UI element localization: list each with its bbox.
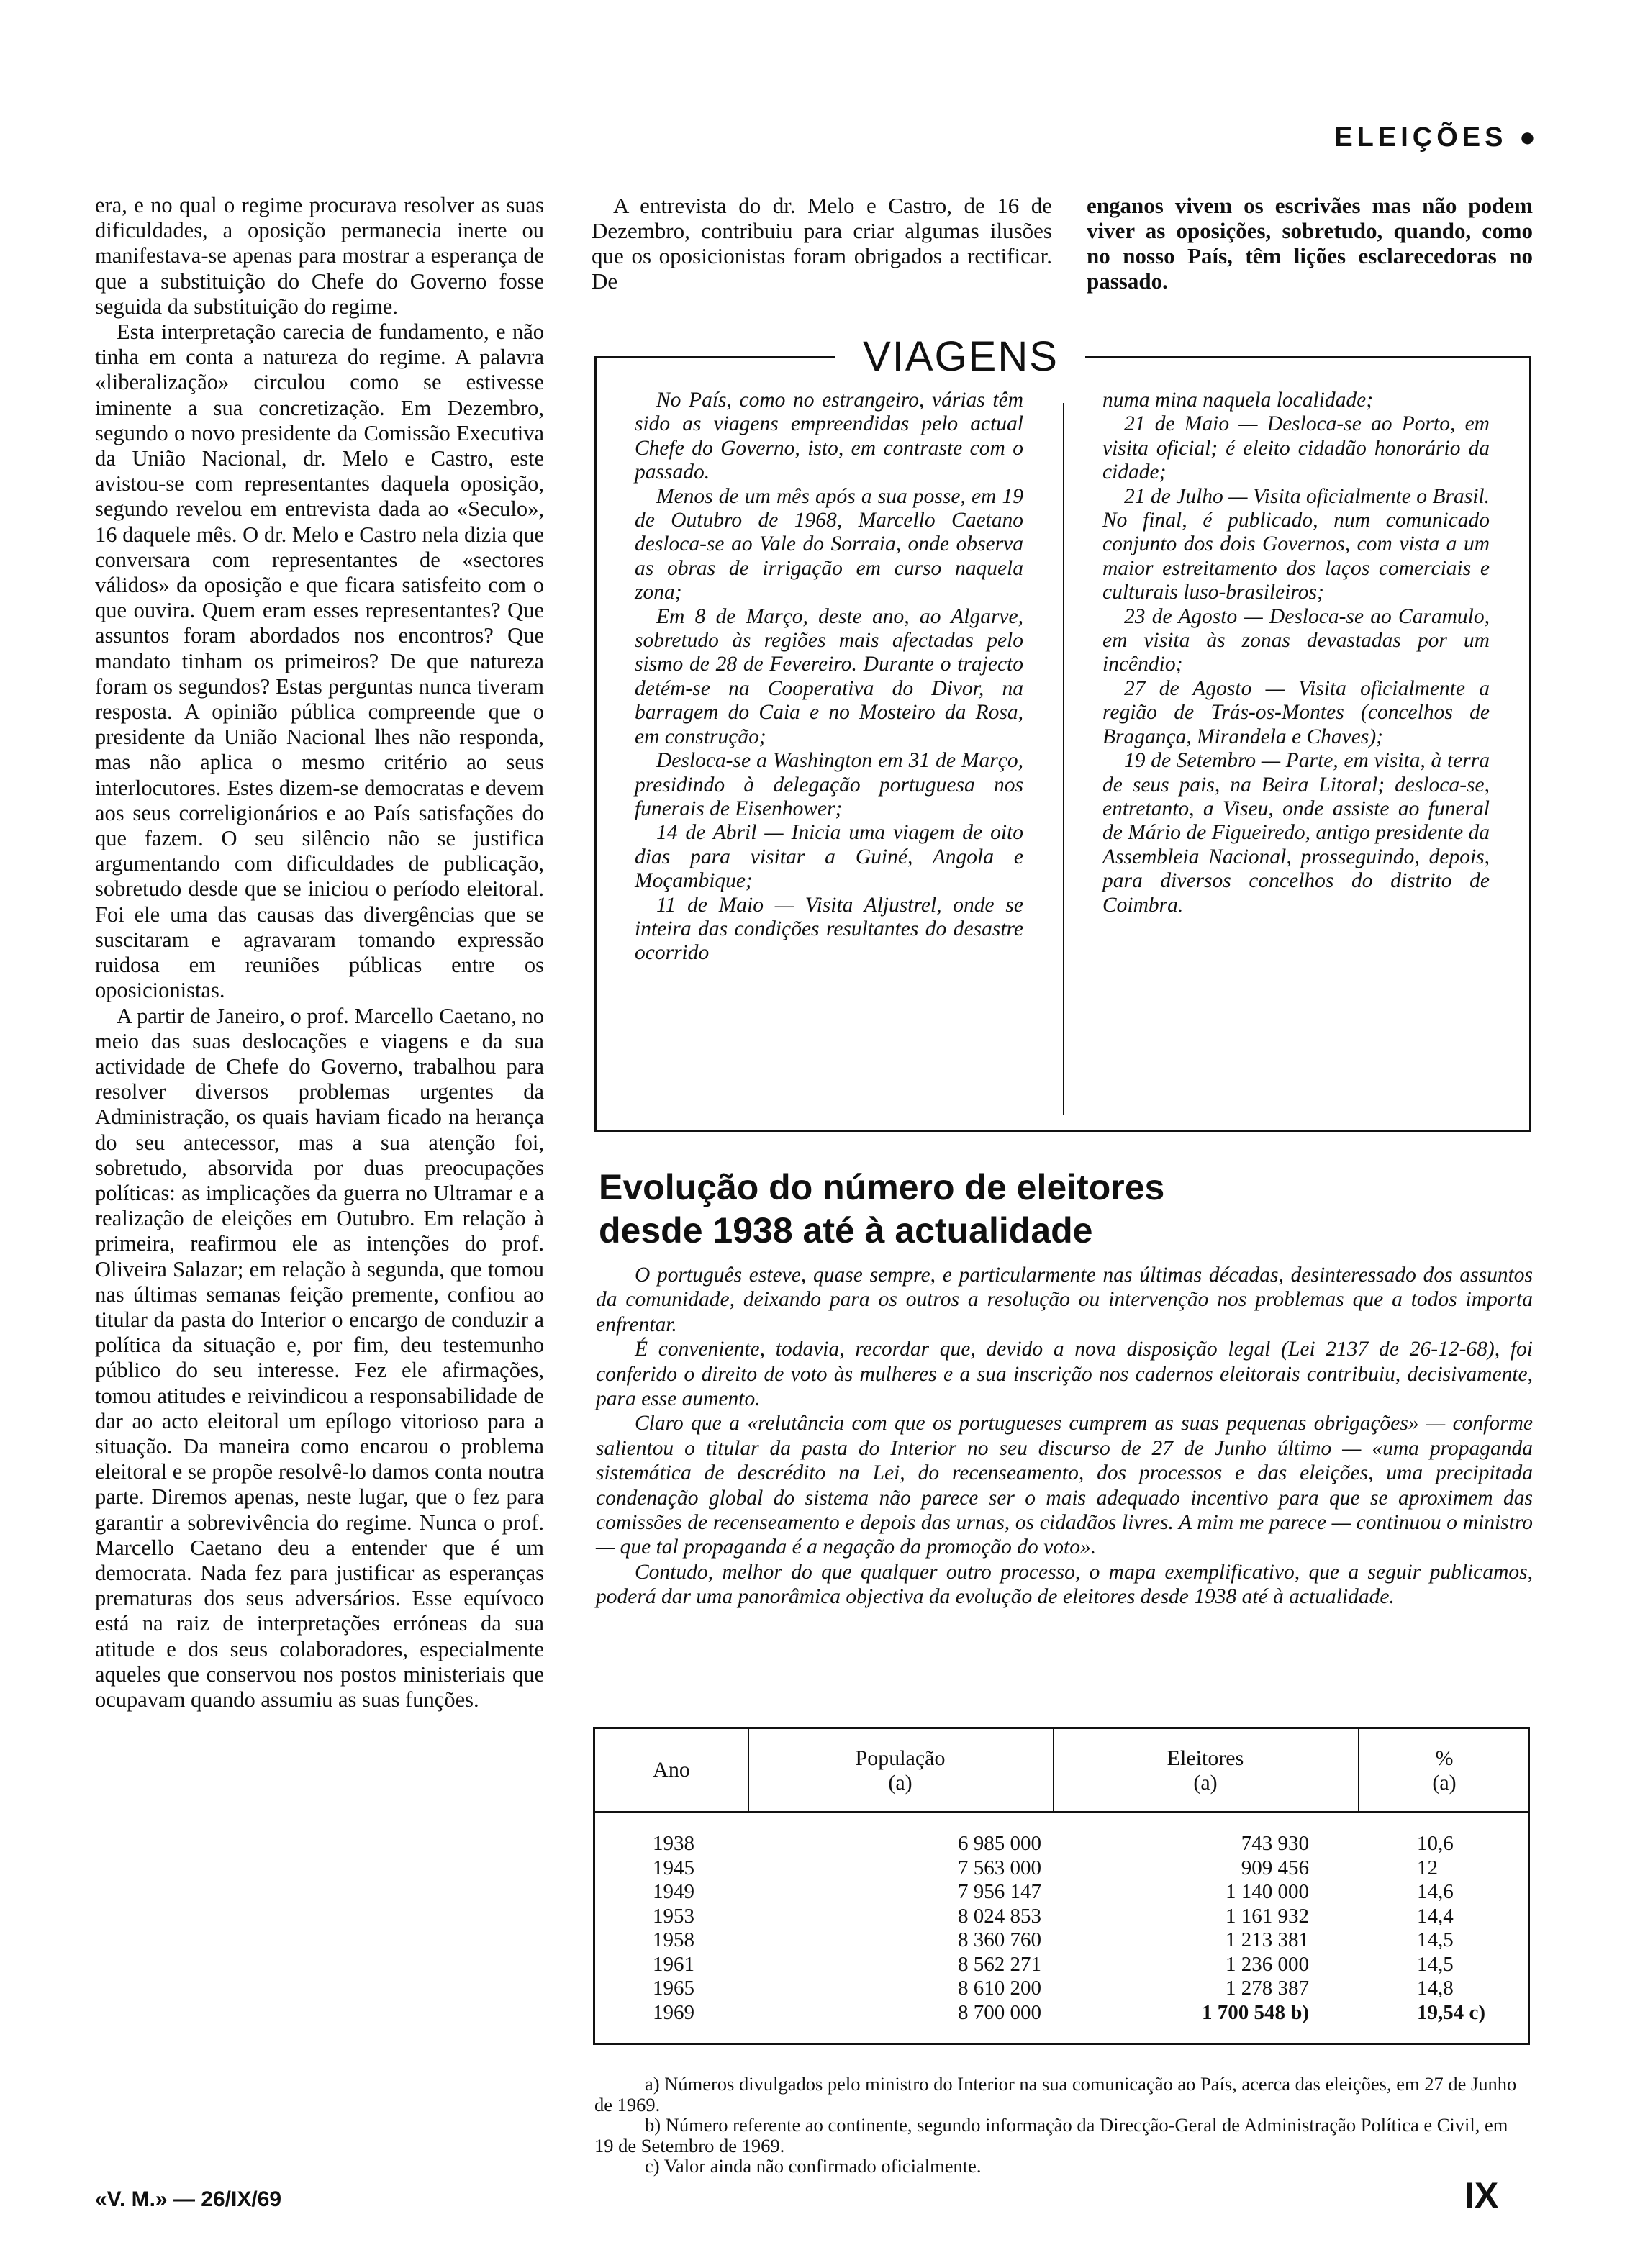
cell-populacao: 8 700 000 xyxy=(958,2000,1041,2024)
viagens-right-column xyxy=(1102,389,1490,917)
left-column xyxy=(95,193,544,1713)
viagens-item: 11 de Maio — Visita Aljustrel, onde se inteira das condições resultantes do desastre ocorrido xyxy=(635,893,1023,965)
header-percent-label: % xyxy=(1435,1746,1454,1770)
viagens-title: VIAGENS xyxy=(842,332,1079,381)
article-paragraph: É conveniente, todavia, recordar que, devido a nova disposição legal (Lei 2137 de 26-12-68), foi conferido o direito de voto às mulheres e a sua inscrição nos cadernos eleitorais contribuiu, decisivamente, para esse aumento. xyxy=(596,1338,1533,1411)
table-header xyxy=(595,1729,1528,1813)
table-notes xyxy=(594,2074,1531,2177)
header-eleitores xyxy=(1054,1746,1357,1795)
viagens-item: Desloca-se a Washington em 31 de Março, presidindo à delegação portuguesa nos funerais de Eisenhower; xyxy=(635,749,1023,820)
table-row xyxy=(595,1880,1528,1905)
cell-ano: 1938 xyxy=(653,1832,694,1855)
article-body xyxy=(596,1263,1533,1610)
top-right-text xyxy=(1087,193,1533,294)
cell-percent: 14,4 xyxy=(1417,1904,1454,1928)
cell-eleitores: 743 930 xyxy=(1241,1832,1309,1855)
cell-eleitores: 1 140 000 xyxy=(1226,1880,1309,1903)
table-note: a) Números divulgados pelo ministro do Interior na sua comunicação ao País, acerca das eleições, em 27 de Junho de 1969. xyxy=(594,2073,1517,2115)
cell-eleitores: 909 456 xyxy=(1241,1856,1309,1879)
cell-percent: 14,6 xyxy=(1417,1880,1454,1903)
cell-populacao: 7 563 000 xyxy=(958,1856,1041,1879)
cell-eleitores: 1 236 000 xyxy=(1226,1952,1309,1976)
section-tag: ELEIÇÕES ● xyxy=(1334,122,1540,153)
viagens-item: 23 de Agosto — Desloca-se ao Caramulo, em visita às zonas devastadas por um incêndio; xyxy=(1102,604,1490,676)
top-right-paragraph: enganos vivem os escrivães mas não podem viver as oposições, sobretudo, quando, como no nosso País, têm lições esclarecedoras no passado. xyxy=(1087,193,1533,294)
table-row xyxy=(595,2001,1528,2026)
top-middle-paragraph: A entrevista do dr. Melo e Castro, de 16 de Dezembro, contribuiu para criar algumas ilusões que os oposicionistas foram obrigados a rectificar. De xyxy=(592,193,1052,294)
left-paragraph-2: Esta interpretação carecia de fundamento, e não tinha em conta a natureza do regime. A palavra «liberalização» circulou como se estivesse iminente a sua concretização. Em Dezembro, segundo o novo presidente da Comissão Executiva da União Nacional, dr. Melo e Castro, este avistou-se com representantes daquela oposição, segundo revelou em entrevista dada ao «Seculo», 16 daquele mês. O dr. Melo e Castro nela dizia que conversara com representantes de «sectores válidos» da oposição e que ficara satisfeito com o que ouvira. Quem eram esses representantes? Que assuntos foram abordados nos encontros? Que mandato tinham os primeiros? De que natureza foram os segundos? Estas perguntas nunca tiveram resposta. A opinião pública compreende que o presidente da União Nacional lhes não responda, mas não aplica o mesmo critério ao seus interlocutores. Estes dizem-se democratas e devem aos seus correligionários e ao País satisfações do que fazem. O seu silêncio não se justifica argumentando com dificuldades de publicação, sobretudo desde que se iniciou o período eleitoral. Foi ele uma das causas das divergências que se suscitaram e agravaram tomando expressão ruidosa em reuniões públicas entre os oposicionistas. xyxy=(95,319,544,1003)
table-row xyxy=(595,1928,1528,1953)
table-row xyxy=(595,1953,1528,1977)
article-headline xyxy=(599,1166,1534,1252)
table-row xyxy=(595,1856,1528,1881)
header-populacao-label: População xyxy=(855,1746,946,1770)
cell-ano: 1969 xyxy=(653,2000,694,2024)
viagens-item: No País, como no estrangeiro, várias têm sido as viagens empreendidas pelo actual Chefe do Governo, isto, em contraste com o passado. xyxy=(635,389,1023,484)
table-note: b) Número referente ao continente, segundo informação da Direcção-Geral de Administração Política e Civil, em 19 de Setembro de 1969. xyxy=(594,2114,1508,2156)
viagens-left-column xyxy=(635,389,1023,966)
table-row xyxy=(595,1832,1528,1856)
cell-percent: 14,5 xyxy=(1417,1952,1454,1976)
article-paragraph: O português esteve, quase sempre, e particularmente nas últimas décadas, desinteressado dos assuntos da comunidade, deixando para os outros a resolução ou intervenção nos problemas que a todos importa enfrentar. xyxy=(596,1264,1533,1336)
cell-eleitores: 1 278 387 xyxy=(1226,1977,1309,2000)
header-eleitores-note: (a) xyxy=(1193,1771,1218,1795)
viagens-item: 19 de Setembro — Parte, em visita, à terra de seus pais, na Beira Litoral; desloca-se, entretanto, a Viseu, onde assiste ao funeral de Mário de Figueiredo, antigo presidente da Assembleia Nacional, prosseguindo, depois, para diversos concelhos do distrito de Coimbra. xyxy=(1102,749,1490,917)
cell-populacao: 8 610 200 xyxy=(958,1977,1041,2000)
viagens-item: 14 de Abril — Inicia uma viagem de oito dias para visitar a Guiné, Angola e Moçambique; xyxy=(635,821,1023,893)
header-populacao xyxy=(749,1746,1051,1795)
cell-eleitores: 1 700 548 b) xyxy=(1201,2000,1309,2024)
cell-ano: 1953 xyxy=(653,1904,694,1928)
cell-ano: 1961 xyxy=(653,1952,694,1976)
cell-percent: 14,8 xyxy=(1417,1977,1454,2000)
headline-line-2: desde 1938 até à actualidade xyxy=(599,1210,1093,1251)
cell-percent: 12 xyxy=(1417,1856,1438,1879)
viagens-item: 21 de Maio — Desloca-se ao Porto, em visita oficial; é eleito cidadão honorário da cidade; xyxy=(1102,412,1490,484)
cell-populacao: 8 562 271 xyxy=(958,1952,1041,1976)
cell-ano: 1965 xyxy=(653,1977,694,2000)
viagens-item: 21 de Julho — Visita oficialmente o Brasil. No final, é publicado, num comunicado conjunto dos dois Governos, com vista a um maior estreitamento dos laços comerciais e culturais luso-brasileiros; xyxy=(1102,484,1490,604)
header-populacao-note: (a) xyxy=(888,1771,912,1795)
viagens-item: Em 8 de Março, deste ano, ao Algarve, sobretudo às regiões mais afectadas pelo sismo de 28 de Fevereiro. Durante o trajecto detém-se na Cooperativa do Divor, na barragem do Caia e no Mosteiro da Rosa, em construção; xyxy=(635,604,1023,748)
table-row xyxy=(595,1977,1528,2001)
cell-percent: 14,5 xyxy=(1417,1928,1454,1951)
cell-ano: 1949 xyxy=(653,1880,694,1903)
cell-populacao: 8 024 853 xyxy=(958,1904,1041,1928)
issue-footer: «V. M.» — 26/IX/69 xyxy=(95,2187,282,2211)
viagens-item: numa mina naquela localidade; xyxy=(1102,389,1374,412)
headline-line-1: Evolução do número de eleitores xyxy=(599,1167,1165,1207)
viagens-item: Menos de um mês após a sua posse, em 19 de Outubro de 1968, Marcello Caetano desloca-se ao Vale do Sorraia, onde observa as obras de irrigação em curso naquela zona; xyxy=(635,484,1023,604)
top-middle-text xyxy=(592,193,1052,294)
header-percent-note: (a) xyxy=(1432,1771,1457,1795)
cell-percent: 10,6 xyxy=(1417,1832,1454,1855)
cell-eleitores: 1 213 381 xyxy=(1226,1928,1309,1951)
left-paragraph-3: A partir de Janeiro, o prof. Marcello Caetano, no meio das suas deslocações e viagens e da sua actividade de Chefe do Governo, trabalhou para resolver diversos problemas urgentes da Administração, os quais haviam ficado na herança do seu antecessor, mas a sua atenção foi, sobretudo, absorvida por duas preocupações políticas: as implicações da guerra no Ultramar e a realização de eleições em Outubro. Em relação à primeira, reafirmou ele as intenções do prof. Oliveira Salazar; em relação à segunda, que tomou nas últimas semanas feição premente, confiou ao titular da pasta do Interior o encargo de conduzir a política da situação e, por fim, deu testemunho público do seu interesse. Fez ele afirmações, tomou atitudes e reivindicou a responsabilidade de dar ao acto eleitoral um epílogo vitorioso para a situação. Da maneira como encarou o problema eleitoral e se propõe resolvê-lo damos conta noutra parte. Diremos apenas, neste lugar, que o fez para garantir a sobrevivência do regime. Nunca o prof. Marcello Caetano deu a entender que é um democrata. Nada fez para justificar as esperanças prematuras dos seus adversários. Esse equívoco está na raiz de interpretações erróneas da sua atitude e dos seus colaboradores, especialmente aqueles que conservou nos postos ministeriais que ocupavam quando assumiu as suas funções. xyxy=(95,1003,544,1712)
cell-ano: 1958 xyxy=(653,1928,694,1951)
table-note: c) Valor ainda não confirmado oficialmente. xyxy=(645,2155,982,2177)
article-paragraph: Claro que a «relutância com que os portugueses cumprem as suas pequenas obrigações» — conforme salientou o titular da pasta do Interior no seu discurso de 27 de Junho último — «uma propaganda sistemática de descrédito na Lei, do recenseamento, dos processos e das eleições, uma precipitada condenação global do sistema não parece ser o mais adequado incentivo para que se aproximem das comissões de recenseamento e depois das urnas, os cidadãos livres. A mim me parece — continuou o ministro — que tal propaganda é a negação da promoção do voto». xyxy=(596,1412,1533,1559)
viagens-rule-right xyxy=(1085,356,1531,358)
cell-populacao: 7 956 147 xyxy=(958,1880,1041,1903)
table-row xyxy=(595,1905,1528,1929)
cell-populacao: 8 360 760 xyxy=(958,1928,1041,1951)
viagens-divider xyxy=(1063,403,1064,1115)
header-ano: Ano xyxy=(653,1758,690,1782)
electors-table xyxy=(593,1727,1530,2045)
header-percent xyxy=(1359,1746,1529,1795)
header-eleitores-label: Eleitores xyxy=(1167,1746,1244,1770)
viagens-item: 27 de Agosto — Visita oficialmente a região de Trás-os-Montes (concelhos de Bragança, Mirandela e Chaves); xyxy=(1102,676,1490,748)
cell-eleitores: 1 161 932 xyxy=(1226,1904,1309,1928)
page-number: IX xyxy=(1464,2175,1499,2215)
article-paragraph: Contudo, melhor do que qualquer outro processo, o mapa exemplificativo, que a seguir publicamos, poderá dar uma panorâmica objectiva da evolução de eleitores desde 1938 até à actualidade. xyxy=(596,1560,1533,1609)
cell-percent: 19,54 c) xyxy=(1417,2000,1486,2024)
cell-ano: 1945 xyxy=(653,1856,694,1879)
left-paragraph-1: era, e no qual o regime procurava resolver as suas dificuldades, a oposição permanecia inerte ou manifestava-se apenas para mostrar a esperança de que a substituição do Chefe do Governo fosse seguida da substituição do regime. xyxy=(95,193,544,319)
viagens-rule-left xyxy=(594,356,835,358)
cell-populacao: 6 985 000 xyxy=(958,1832,1041,1855)
